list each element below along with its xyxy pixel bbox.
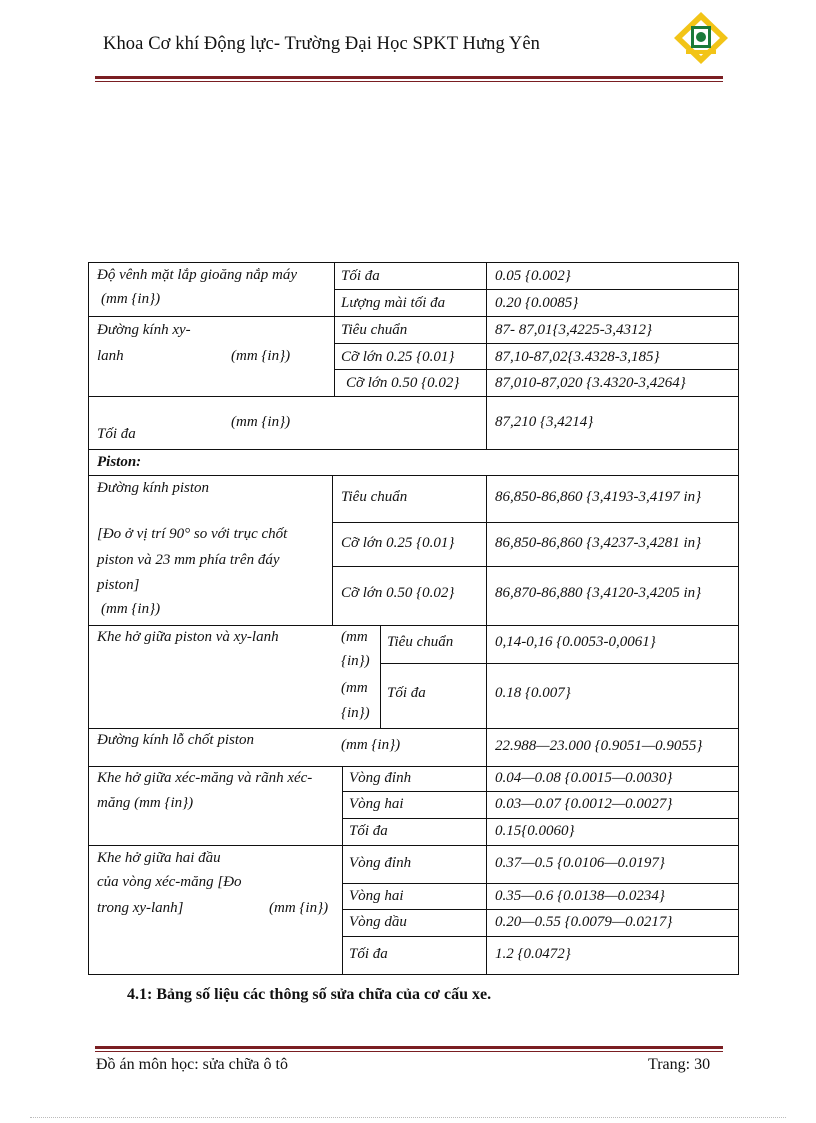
footer-rule [95,1046,723,1052]
condition-cell: Cỡ lớn 0.25 {0.01} [341,349,455,365]
row-label: Khe hở giữa piston và xy-lanh [97,629,279,645]
row-label: trong xy-lanh] [97,900,184,916]
value-cell: 0.20—0.55 {0.0079—0.0217} [495,914,673,930]
value-cell: 0.03—0.07 {0.0012—0.0027} [495,796,673,812]
value-cell: 0.15{0.0060} [495,823,575,839]
row-label: Đường kính xy- [97,322,191,338]
row-unit: (mm {in}) [341,737,401,753]
row-unit: (mm [341,680,368,696]
value-cell: 86,850-86,860 {3,4237-3,4281 in} [495,535,702,551]
value-cell: 0.05 {0.002} [495,268,571,284]
table-caption: 4.1: Bảng số liệu các thông số sửa chữa của cơ cấu xe. [127,986,492,1003]
row-label: của vòng xéc-măng [Đo [97,874,242,890]
page-header-title: Khoa Cơ khí Động lực- Trường Đại Học SPKT Hưng Yên [103,34,540,54]
row-unit: (mm {in}) [231,414,291,430]
condition-cell: Cỡ lớn 0.25 {0.01} [341,535,455,551]
condition-cell: Tối đa [349,823,388,839]
value-cell: 86,870-86,880 {3,4120-3,4205 in} [495,585,702,601]
value-cell: 87,10-87,02{3.4328-3,185} [495,349,660,365]
repair-spec-table [88,262,739,975]
value-cell: 0.04—0.08 {0.0015—0.0030} [495,770,673,786]
condition-cell: Vòng dầu [349,914,407,930]
row-unit: {in}) [341,653,370,669]
value-cell: 87,010-87,020 {3.4320-3,4264} [495,375,686,391]
condition-cell: Vòng đỉnh [349,770,412,786]
section-heading-piston: Piston: [97,454,142,470]
condition-cell: Lượng mài tối đa [341,295,446,311]
condition-cell: Tiêu chuẩn [387,634,454,650]
row-label: [Đo ở vị trí 90° so với trục chốt [97,526,288,542]
condition-cell: Tối đa [349,946,388,962]
value-cell: 1.2 {0.0472} [495,946,571,962]
condition-cell: Vòng hai [349,888,404,904]
row-label: Đường kính lỗ chốt piston [97,732,255,748]
row-label: Tối đa [97,426,136,442]
row-label: Khe hở giữa hai đầu [97,850,221,866]
footer-course-title: Đồ án môn học: sửa chữa ô tô [96,1056,288,1073]
row-unit: (mm {in}) [231,348,291,364]
value-cell: 22.988—23.000 {0.9051—0.9055} [495,738,703,754]
row-label: măng (mm {in}) [97,795,194,811]
row-label: Khe hở giữa xéc-măng và rãnh xéc- [97,770,313,786]
row-unit: {in}) [341,705,370,721]
header-rule [95,76,723,82]
condition-cell: Tiêu chuẩn [341,322,408,338]
row-unit: (mm [341,629,368,645]
condition-cell: Vòng hai [349,796,404,812]
condition-cell: Cỡ lớn 0.50 {0.02} [346,375,460,391]
university-logo-icon [672,10,730,66]
row-label: Độ vênh mặt lắp gioăng nắp máy [97,267,297,283]
row-label: Đường kính piston [97,480,210,496]
footer-page-number: Trang: 30 [648,1056,711,1073]
value-cell: 0.35—0.6 {0.0138—0.0234} [495,888,665,904]
value-cell: 87,210 {3,4214} [495,414,594,430]
row-unit: (mm {in}) [269,900,329,916]
value-cell: 86,850-86,860 {3,4193-3,4197 in} [495,489,702,505]
condition-cell: Tối đa [387,685,426,701]
page-bottom-dotted-line [30,1117,786,1118]
row-label: piston và 23 mm phía trên đáy [97,552,280,568]
row-label: lanh [97,348,124,364]
value-cell: 0,14-0,16 {0.0053-0,0061} [495,634,656,650]
value-cell: 0.18 {0.007} [495,685,571,701]
condition-cell: Tiêu chuẩn [341,489,408,505]
row-unit: (mm {in}) [101,291,161,307]
condition-cell: Cỡ lớn 0.50 {0.02} [341,585,455,601]
value-cell: 87- 87,01{3,4225-3,4312} [495,322,652,338]
value-cell: 0.20 {0.0085} [495,295,579,311]
row-unit: (mm {in}) [101,601,161,617]
condition-cell: Vòng đỉnh [349,855,412,871]
condition-cell: Tối đa [341,268,380,284]
value-cell: 0.37—0.5 {0.0106—0.0197} [495,855,665,871]
row-label: piston] [97,577,140,593]
